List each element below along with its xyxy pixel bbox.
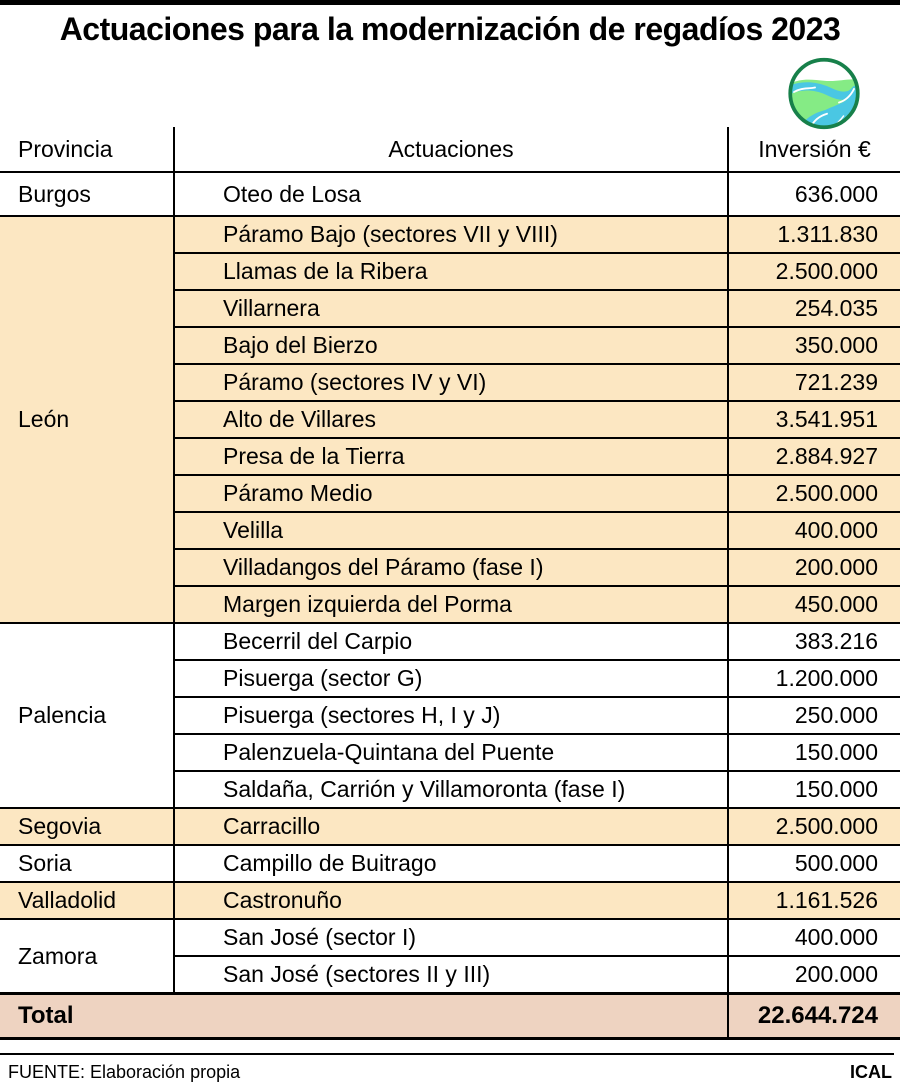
province-rows [173, 173, 900, 215]
actuacion-cell: San José (sectores II y III) [223, 961, 491, 987]
actuacion-cell: San José (sector I) [223, 924, 417, 950]
table-row [175, 955, 900, 992]
actuacion-cell: Pisuerga (sectores H, I y J) [223, 702, 501, 728]
actuacion-cell: Saldaña, Carrión y Villamoronta (fase I) [223, 776, 626, 802]
table-header [0, 127, 900, 173]
actuacion-cell: Pisuerga (sector G) [223, 665, 423, 691]
page-title: Actuaciones para la modernización de regadíos 2023 [59, 11, 841, 47]
inversion-cell: 254.035 [727, 291, 900, 326]
source-label: FUENTE: Elaboración propia [8, 1062, 241, 1082]
actuacion-cell: Villarnera [223, 295, 320, 321]
table-row [175, 624, 900, 659]
actuacion-cell: Campillo de Buitrago [223, 850, 437, 876]
actuacion-cell: Páramo Bajo (sectores VII y VIII) [223, 221, 558, 247]
actuacion-cell: Carracillo [223, 813, 321, 839]
table-row [175, 585, 900, 622]
actuacion-cell: Villadangos del Páramo (fase I) [223, 554, 544, 580]
inversion-cell: 383.216 [727, 624, 900, 659]
province-label: Segovia [18, 813, 102, 839]
inversion-cell: 500.000 [727, 846, 900, 881]
province-label: Zamora [18, 942, 98, 969]
province-rows [173, 920, 900, 992]
column-header-inversion: Inversión € [727, 127, 900, 171]
table-row [175, 252, 900, 289]
investment-table [0, 127, 900, 1040]
inversion-cell: 1.311.830 [727, 217, 900, 252]
table-row [175, 883, 900, 918]
table-body [0, 173, 900, 992]
actuacion-cell: Velilla [223, 517, 284, 543]
inversion-cell: 200.000 [727, 550, 900, 585]
table-row [175, 733, 900, 770]
province-rows [173, 846, 900, 881]
province-group [0, 215, 900, 622]
actuacion-cell: Margen izquierda del Porma [223, 591, 512, 617]
actuacion-cell: Palenzuela-Quintana del Puente [223, 739, 555, 765]
actuacion-cell: Presa de la Tierra [223, 443, 405, 469]
footer [0, 1060, 900, 1083]
actuacion-cell: Castronuño [223, 887, 342, 913]
inversion-cell: 2.500.000 [727, 254, 900, 289]
table-row [175, 173, 900, 215]
footer-divider [0, 1053, 894, 1055]
table-row [175, 696, 900, 733]
province-group [0, 622, 900, 807]
inversion-cell: 400.000 [727, 920, 900, 955]
inversion-cell: 2.500.000 [727, 809, 900, 844]
inversion-cell: 2.500.000 [727, 476, 900, 511]
province-rows [173, 624, 900, 807]
province-group [0, 918, 900, 992]
province-rows [173, 217, 900, 622]
province-group [0, 807, 900, 844]
province-label: Palencia [18, 702, 107, 728]
inversion-cell: 150.000 [727, 735, 900, 770]
table-row [175, 217, 900, 252]
table-row [175, 548, 900, 585]
inversion-cell: 1.200.000 [727, 661, 900, 696]
inversion-cell: 636.000 [727, 173, 900, 215]
inversion-cell: 2.884.927 [727, 439, 900, 474]
table-row [175, 846, 900, 881]
actuacion-cell: Oteo de Losa [223, 180, 362, 207]
province-label: Valladolid [18, 887, 117, 913]
inversion-cell: 3.541.951 [727, 402, 900, 437]
table-row [175, 400, 900, 437]
province-group [0, 844, 900, 881]
total-value: 22.644.724 [727, 995, 900, 1037]
river-landscape-logo-icon [786, 56, 862, 131]
inversion-cell: 450.000 [727, 587, 900, 622]
table-row [175, 474, 900, 511]
total-row [0, 992, 900, 1040]
table-row [175, 363, 900, 400]
inversion-cell: 400.000 [727, 513, 900, 548]
inversion-cell: 350.000 [727, 328, 900, 363]
agency-credit: ICAL [850, 1062, 892, 1082]
column-header-provincia: Provincia [18, 135, 113, 162]
table-row [175, 659, 900, 696]
table-row [175, 511, 900, 548]
inversion-cell: 250.000 [727, 698, 900, 733]
table-row [175, 289, 900, 326]
actuacion-cell: Bajo del Bierzo [223, 332, 378, 358]
actuacion-cell: Becerril del Carpio [223, 628, 413, 654]
actuacion-cell: Páramo (sectores IV y VI) [223, 369, 487, 395]
table-row [175, 920, 900, 955]
table-row [175, 809, 900, 844]
top-bar [0, 0, 900, 5]
province-rows [173, 883, 900, 918]
table-row [175, 770, 900, 807]
province-rows [173, 809, 900, 844]
inversion-cell: 721.239 [727, 365, 900, 400]
province-label: León [18, 406, 70, 432]
province-label: Burgos [18, 180, 91, 207]
table-row [175, 437, 900, 474]
column-header-actuaciones: Actuaciones [173, 127, 727, 171]
province-group [0, 881, 900, 918]
actuacion-cell: Llamas de la Ribera [223, 258, 428, 284]
actuacion-cell: Páramo Medio [223, 480, 373, 506]
inversion-cell: 200.000 [727, 957, 900, 992]
province-label: Soria [18, 850, 72, 876]
inversion-cell: 150.000 [727, 772, 900, 807]
province-group [0, 173, 900, 215]
total-label: Total [18, 1002, 74, 1029]
inversion-cell: 1.161.526 [727, 883, 900, 918]
actuacion-cell: Alto de Villares [223, 406, 376, 432]
table-row [175, 326, 900, 363]
